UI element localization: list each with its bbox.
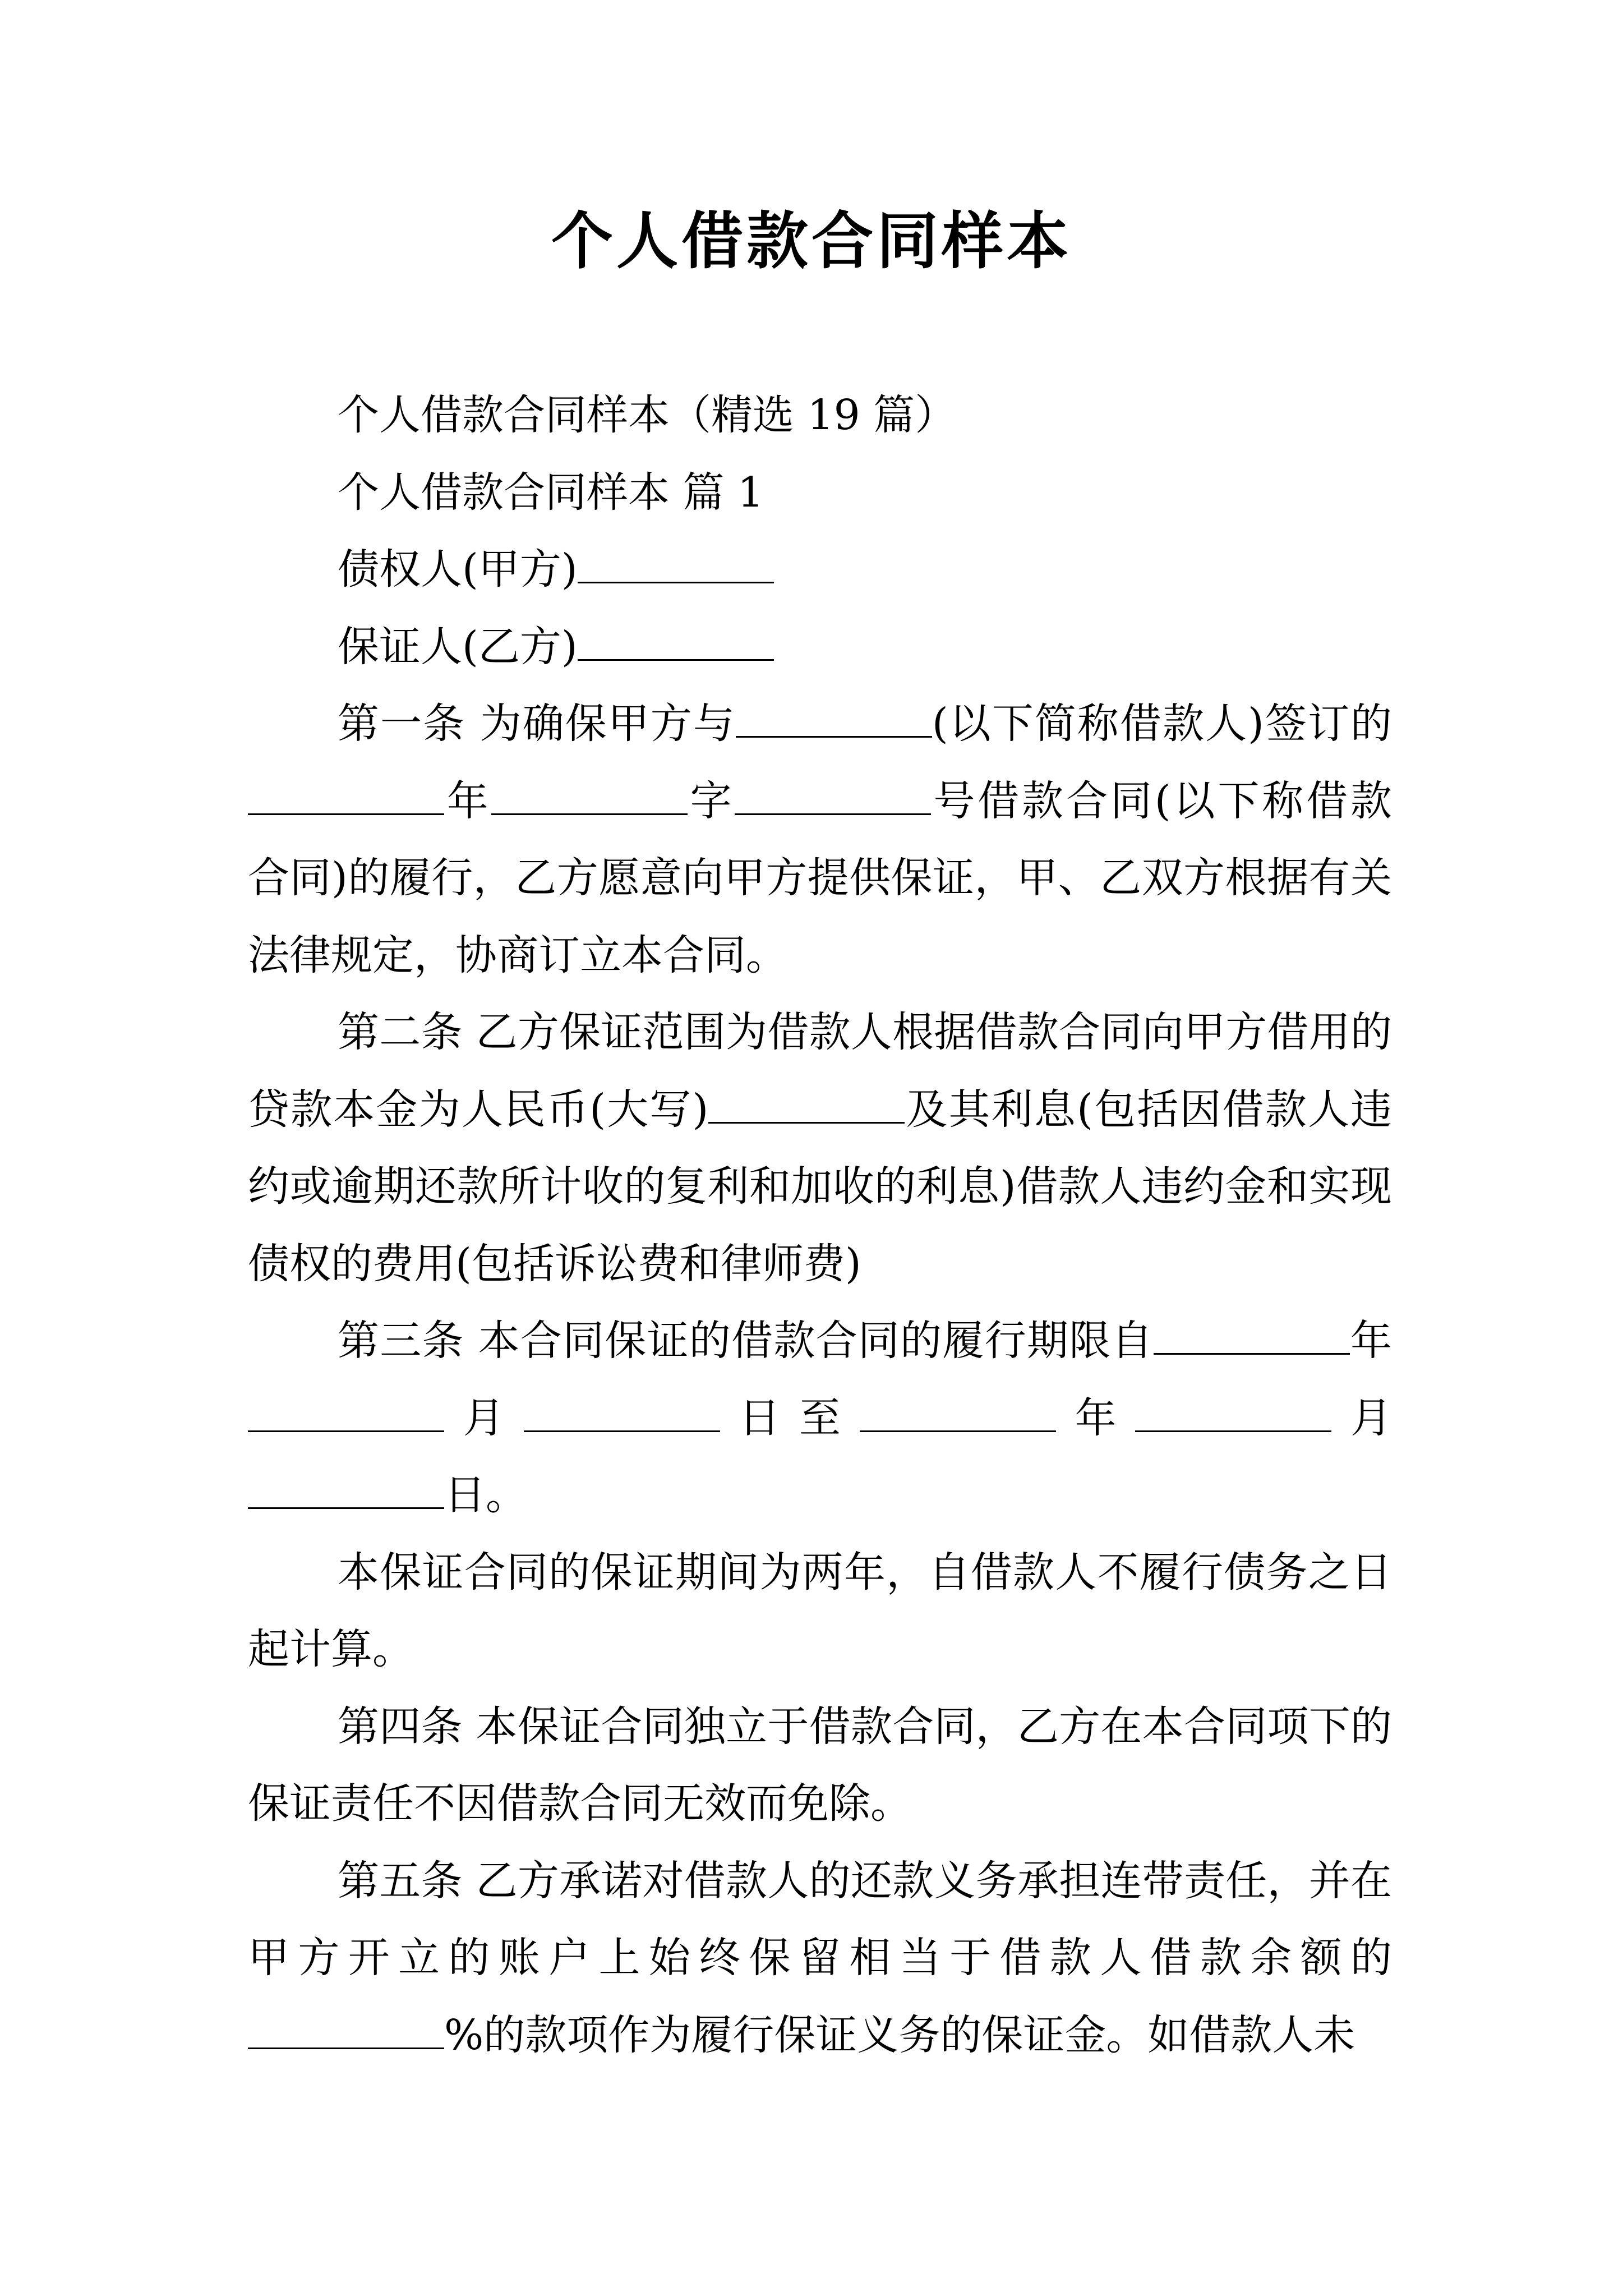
- blank-field: [491, 813, 688, 815]
- document-body: [248, 377, 1392, 2074]
- guarantor-line: [248, 609, 1392, 686]
- document-subtitle: 个人借款合同样本（精选 19 篇）: [338, 391, 957, 439]
- blank-field: [248, 1430, 444, 1432]
- article-3-text: 日至: [720, 1393, 860, 1442]
- article-5: [248, 1843, 1392, 2074]
- article-1-text: 第一条 为确保甲方与: [338, 700, 736, 748]
- article-2: [248, 994, 1392, 1303]
- blank-field: [1135, 1430, 1331, 1432]
- blank-field: [1154, 1352, 1350, 1355]
- blank-field: [735, 813, 931, 815]
- blank-field: [248, 1507, 444, 1509]
- article-3-text: 年: [1055, 1393, 1136, 1442]
- article-2-text: 及其利息(包括因借款人违约或逾期还款所计收的复利和加收的利息)借款人违约金和实现债权的费用(包括诉讼费和律师费): [248, 1085, 1392, 1288]
- section-heading: 个人借款合同样本 篇 1: [338, 468, 764, 517]
- blank-field: [578, 659, 774, 661]
- document-title: 个人借款合同样本: [551, 205, 1072, 277]
- blank-field: [248, 2047, 444, 2049]
- article-2-text: 第二条 乙方保证范围为借款人根据借款合同向甲方借用的贷款本金为人民币(大写): [248, 1008, 1392, 1134]
- article-4: 第四条 本保证合同独立于借款合同，乙方在本合同项下的保证责任不因借款合同无效而免除。: [248, 1702, 1392, 1828]
- article-5-text: %的款项作为履行保证义务的保证金。如借款人未: [444, 2010, 1355, 2059]
- creditor-label: 债权人(甲方): [338, 545, 578, 593]
- article-3-text: 年: [1349, 1317, 1392, 1365]
- article-3-text: 月: [1331, 1393, 1392, 1442]
- article-3: [248, 1303, 1392, 1534]
- article-1-text: 字: [687, 776, 735, 825]
- article-1: [248, 685, 1392, 994]
- article-5-text: 第五条 乙方承诺对借款人的还款义务承担连带责任，并在甲方开立的账户上始终保留相当于借款人借款余额的: [248, 1856, 1392, 1982]
- article-3-text: 日。: [444, 1471, 527, 1519]
- article-3-text: 第三条 本合同保证的借款合同的履行期限自: [338, 1317, 1154, 1365]
- blank-field: [248, 813, 444, 815]
- creditor-line: [248, 531, 1392, 609]
- article-1-text: 年: [444, 776, 491, 825]
- blank-field: [860, 1430, 1056, 1432]
- blank-field: [708, 1121, 905, 1124]
- blank-field: [524, 1430, 720, 1432]
- blank-field: [736, 735, 932, 738]
- guarantee-period-paragraph: 本保证合同的保证期间为两年，自借款人不履行债务之日起计算。: [248, 1548, 1392, 1673]
- article-1-text: (以下简称借款人)签订的: [932, 700, 1392, 748]
- article-3-text: 月: [444, 1393, 524, 1442]
- blank-field: [578, 581, 774, 583]
- guarantor-label: 保证人(乙方): [338, 622, 578, 671]
- article-1-text: 号借款合同(以下称借款合同)的履行，乙方愿意向甲方提供保证，甲、乙双方根据有关法律规定，协商订立本合同。: [248, 776, 1392, 979]
